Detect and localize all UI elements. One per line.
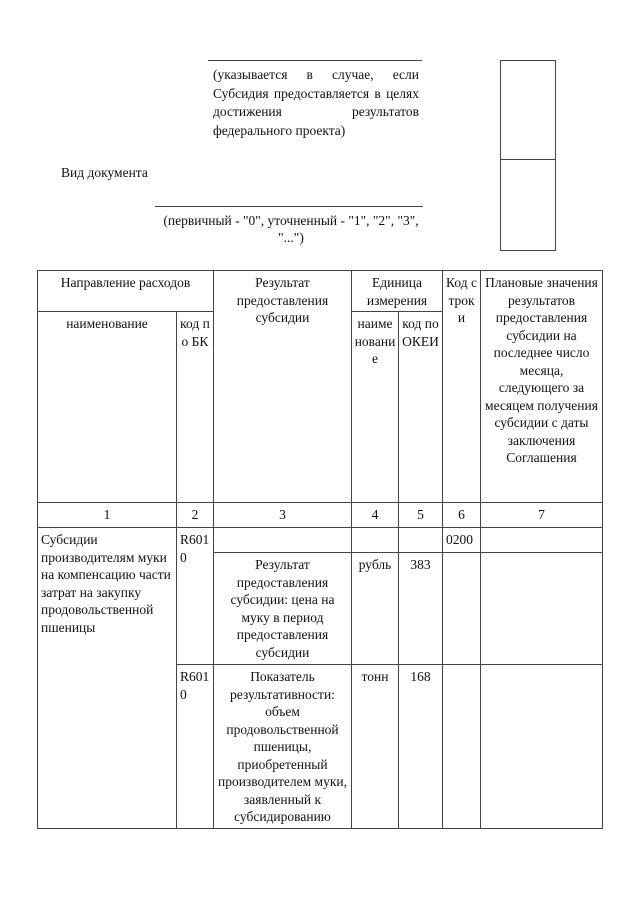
col-number: 3 xyxy=(214,503,352,528)
bk-code-cell: R6010 xyxy=(177,665,214,829)
result-name-cell: Показатель результативности: объем продовольственной пшеницы, приобретенный производителем муки, заявленный к субсидированию xyxy=(214,665,352,829)
federal-project-note: (указывается в случае, если Субсидия предоставляется в целях достижения результатов федерального проекта) xyxy=(213,67,419,138)
direction-name-cell: Субсидии производителям муки на компенсацию части затрат на закупку продовольственной пшеницы xyxy=(38,528,177,829)
header-row-1 xyxy=(38,271,603,312)
empty-cell xyxy=(352,528,399,553)
column-numbers-row xyxy=(38,503,603,528)
header-line-code: Код строки xyxy=(443,271,481,503)
empty-cell xyxy=(481,528,603,553)
line-code-cell: 0200 xyxy=(443,528,481,553)
table-row xyxy=(38,528,603,553)
header-direction: Направление расходов xyxy=(38,271,214,312)
header-unit-name: наименование xyxy=(352,312,399,503)
empty-cell xyxy=(214,528,352,553)
empty-cell xyxy=(443,665,481,829)
document-type-label: Вид документа xyxy=(61,165,148,180)
header-name: наименование xyxy=(38,312,177,503)
empty-cell xyxy=(399,528,443,553)
federal-project-line xyxy=(208,60,422,61)
col-number: 1 xyxy=(38,503,177,528)
results-table xyxy=(37,270,603,829)
header-okei-code: код по ОКЕИ xyxy=(399,312,443,503)
code-box-bottom xyxy=(500,159,556,251)
okei-code-cell: 168 xyxy=(399,665,443,829)
col-number: 6 xyxy=(443,503,481,528)
col-number: 5 xyxy=(399,503,443,528)
okei-code-cell: 383 xyxy=(399,553,443,665)
empty-cell xyxy=(443,553,481,665)
bk-code-cell: R6010 xyxy=(177,528,214,665)
code-box-top xyxy=(500,60,556,160)
header-bk-code: код по БК xyxy=(177,312,214,503)
result-name-cell: Результат предоставления субсидии: цена на муку в период предоставления субсидии xyxy=(214,553,352,665)
document-type-line xyxy=(155,206,423,207)
col-number: 7 xyxy=(481,503,603,528)
header-planned-values: Плановые значения результатов предоставления субсидии на последнее число месяца, следующего за месяцем получения субсидии с даты заключения Соглашения xyxy=(481,271,603,503)
header-result: Результат предоставления субсидии xyxy=(214,271,352,503)
unit-name-cell: рубль xyxy=(352,553,399,665)
empty-cell xyxy=(481,553,603,665)
col-number: 2 xyxy=(177,503,214,528)
col-number: 4 xyxy=(352,503,399,528)
document-type-note: (первичный - "0", уточненный - "1", "2", "3", "...") xyxy=(163,213,419,245)
unit-name-cell: тонн xyxy=(352,665,399,829)
empty-cell xyxy=(481,665,603,829)
header-unit: Единица измерения xyxy=(352,271,443,312)
